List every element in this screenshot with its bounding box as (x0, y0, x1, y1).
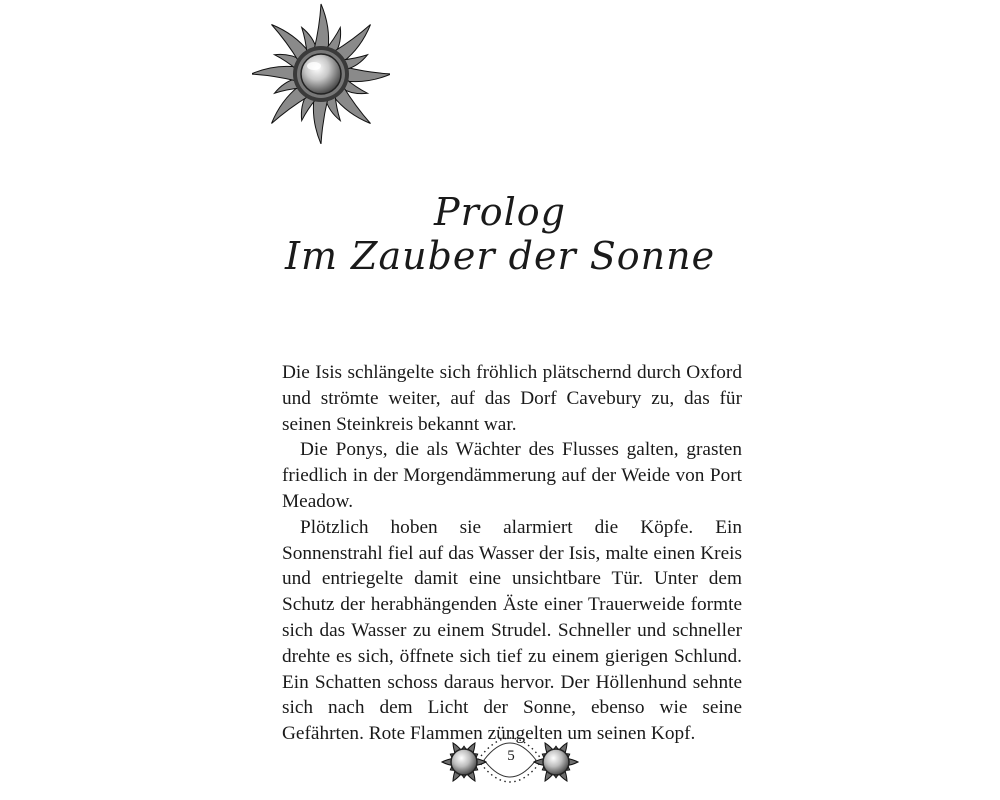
body-text (282, 360, 742, 747)
sun-icon (252, 0, 390, 144)
paragraph: Die Isis schlängelte sich fröhlich plätschernd durch Oxford und strömte weiter, auf das Dorf Cavebury zu, das für seinen Steinkreis bekannt war. (282, 362, 742, 435)
paragraph: Plötzlich hoben sie alarmiert die Köpfe. Ein Sonnenstrahl fiel auf das Wasser der Isis, malte einen Kreis und entriegelte damit eine unsichtbare Tür. Unter dem Schutz der herabhängenden Äste einer Trauerweide formte sich das Wasser zu einem Strudel. Schneller und schneller drehte es sich, öffnete sich tief zu einem gierigen Schlund. Ein Schatten schoss daraus hervor. Der Höllenhund sehnte sich nach dem Licht der Sonne, ebenso wie seine Gefährten. Rote Flammen züngelten um seinen Kopf. (282, 516, 742, 745)
chapter-title: Im Zauber der Sonne (284, 234, 716, 278)
paragraph: Die Ponys, die als Wächter des Flusses galten, grasten friedlich in der Morgendämmerung auf der Weide von Port Meadow. (282, 439, 742, 512)
page-number: 5 (507, 748, 515, 764)
chapter-label: Prolog (434, 190, 566, 234)
